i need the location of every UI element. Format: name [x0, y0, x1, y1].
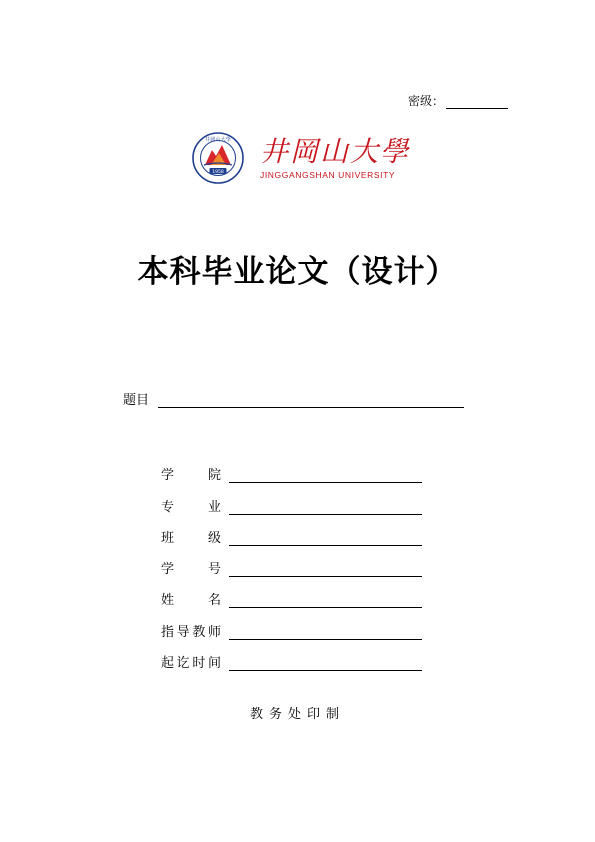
document-title: 本科毕业论文（设计） — [137, 254, 458, 290]
seal-text: 井岡山大學 — [205, 137, 231, 143]
secret-level-label: 密级： — [408, 94, 445, 108]
field-input-name[interactable] — [229, 593, 422, 608]
field-label-char: 指 — [161, 624, 175, 640]
field-label — [161, 589, 221, 608]
field-row-college — [161, 452, 422, 483]
field-label-char: 学 — [161, 562, 175, 578]
field-label-char: 院 — [207, 468, 221, 484]
field-label-char: 起 — [161, 656, 175, 672]
field-label-char: 师 — [207, 624, 221, 640]
field-label — [161, 558, 221, 577]
university-name — [260, 136, 410, 180]
field-label-char: 导 — [176, 624, 190, 640]
field-label-char: 姓 — [161, 593, 175, 609]
field-row-period — [161, 640, 422, 671]
field-label-char: 名 — [207, 593, 221, 609]
field-label — [161, 621, 221, 640]
university-name-en: JINGGANGSHAN UNIVERSITY — [260, 170, 396, 180]
university-logo — [192, 132, 410, 184]
seal-year: 1958 — [212, 169, 224, 175]
field-label-char: 级 — [207, 530, 221, 546]
field-label-char: 教 — [192, 624, 206, 640]
footer-issuer: 教务处印制 — [249, 707, 345, 722]
info-fields — [161, 452, 422, 671]
field-row-student-id — [161, 546, 422, 577]
university-seal-icon — [192, 132, 244, 184]
field-label-char: 讫 — [176, 656, 190, 672]
field-input-supervisor[interactable] — [229, 625, 422, 640]
field-row-major — [161, 483, 422, 514]
field-row-supervisor — [161, 608, 422, 639]
field-row-name — [161, 577, 422, 608]
field-label — [161, 464, 221, 483]
secret-level-field[interactable] — [446, 94, 508, 109]
field-label-char: 时 — [192, 656, 206, 672]
topic-field[interactable] — [158, 393, 464, 408]
field-label-char: 业 — [207, 499, 221, 515]
field-row-class — [161, 515, 422, 546]
field-input-college[interactable] — [229, 468, 422, 483]
field-label — [161, 652, 221, 671]
field-label-char: 学 — [161, 468, 175, 484]
university-name-cn: 井岡山大學 — [260, 135, 411, 168]
field-input-major[interactable] — [229, 500, 422, 515]
field-label — [161, 527, 221, 546]
field-input-period[interactable] — [229, 656, 422, 671]
topic-row — [123, 389, 464, 408]
field-label-char: 专 — [161, 499, 175, 515]
field-label-char: 班 — [161, 530, 175, 546]
secret-level — [408, 92, 508, 109]
field-label — [161, 496, 221, 515]
field-input-class[interactable] — [229, 531, 422, 546]
field-label-char: 号 — [207, 562, 221, 578]
field-input-student-id[interactable] — [229, 562, 422, 577]
field-label-char: 间 — [207, 656, 221, 672]
topic-label: 题目 — [123, 393, 150, 408]
